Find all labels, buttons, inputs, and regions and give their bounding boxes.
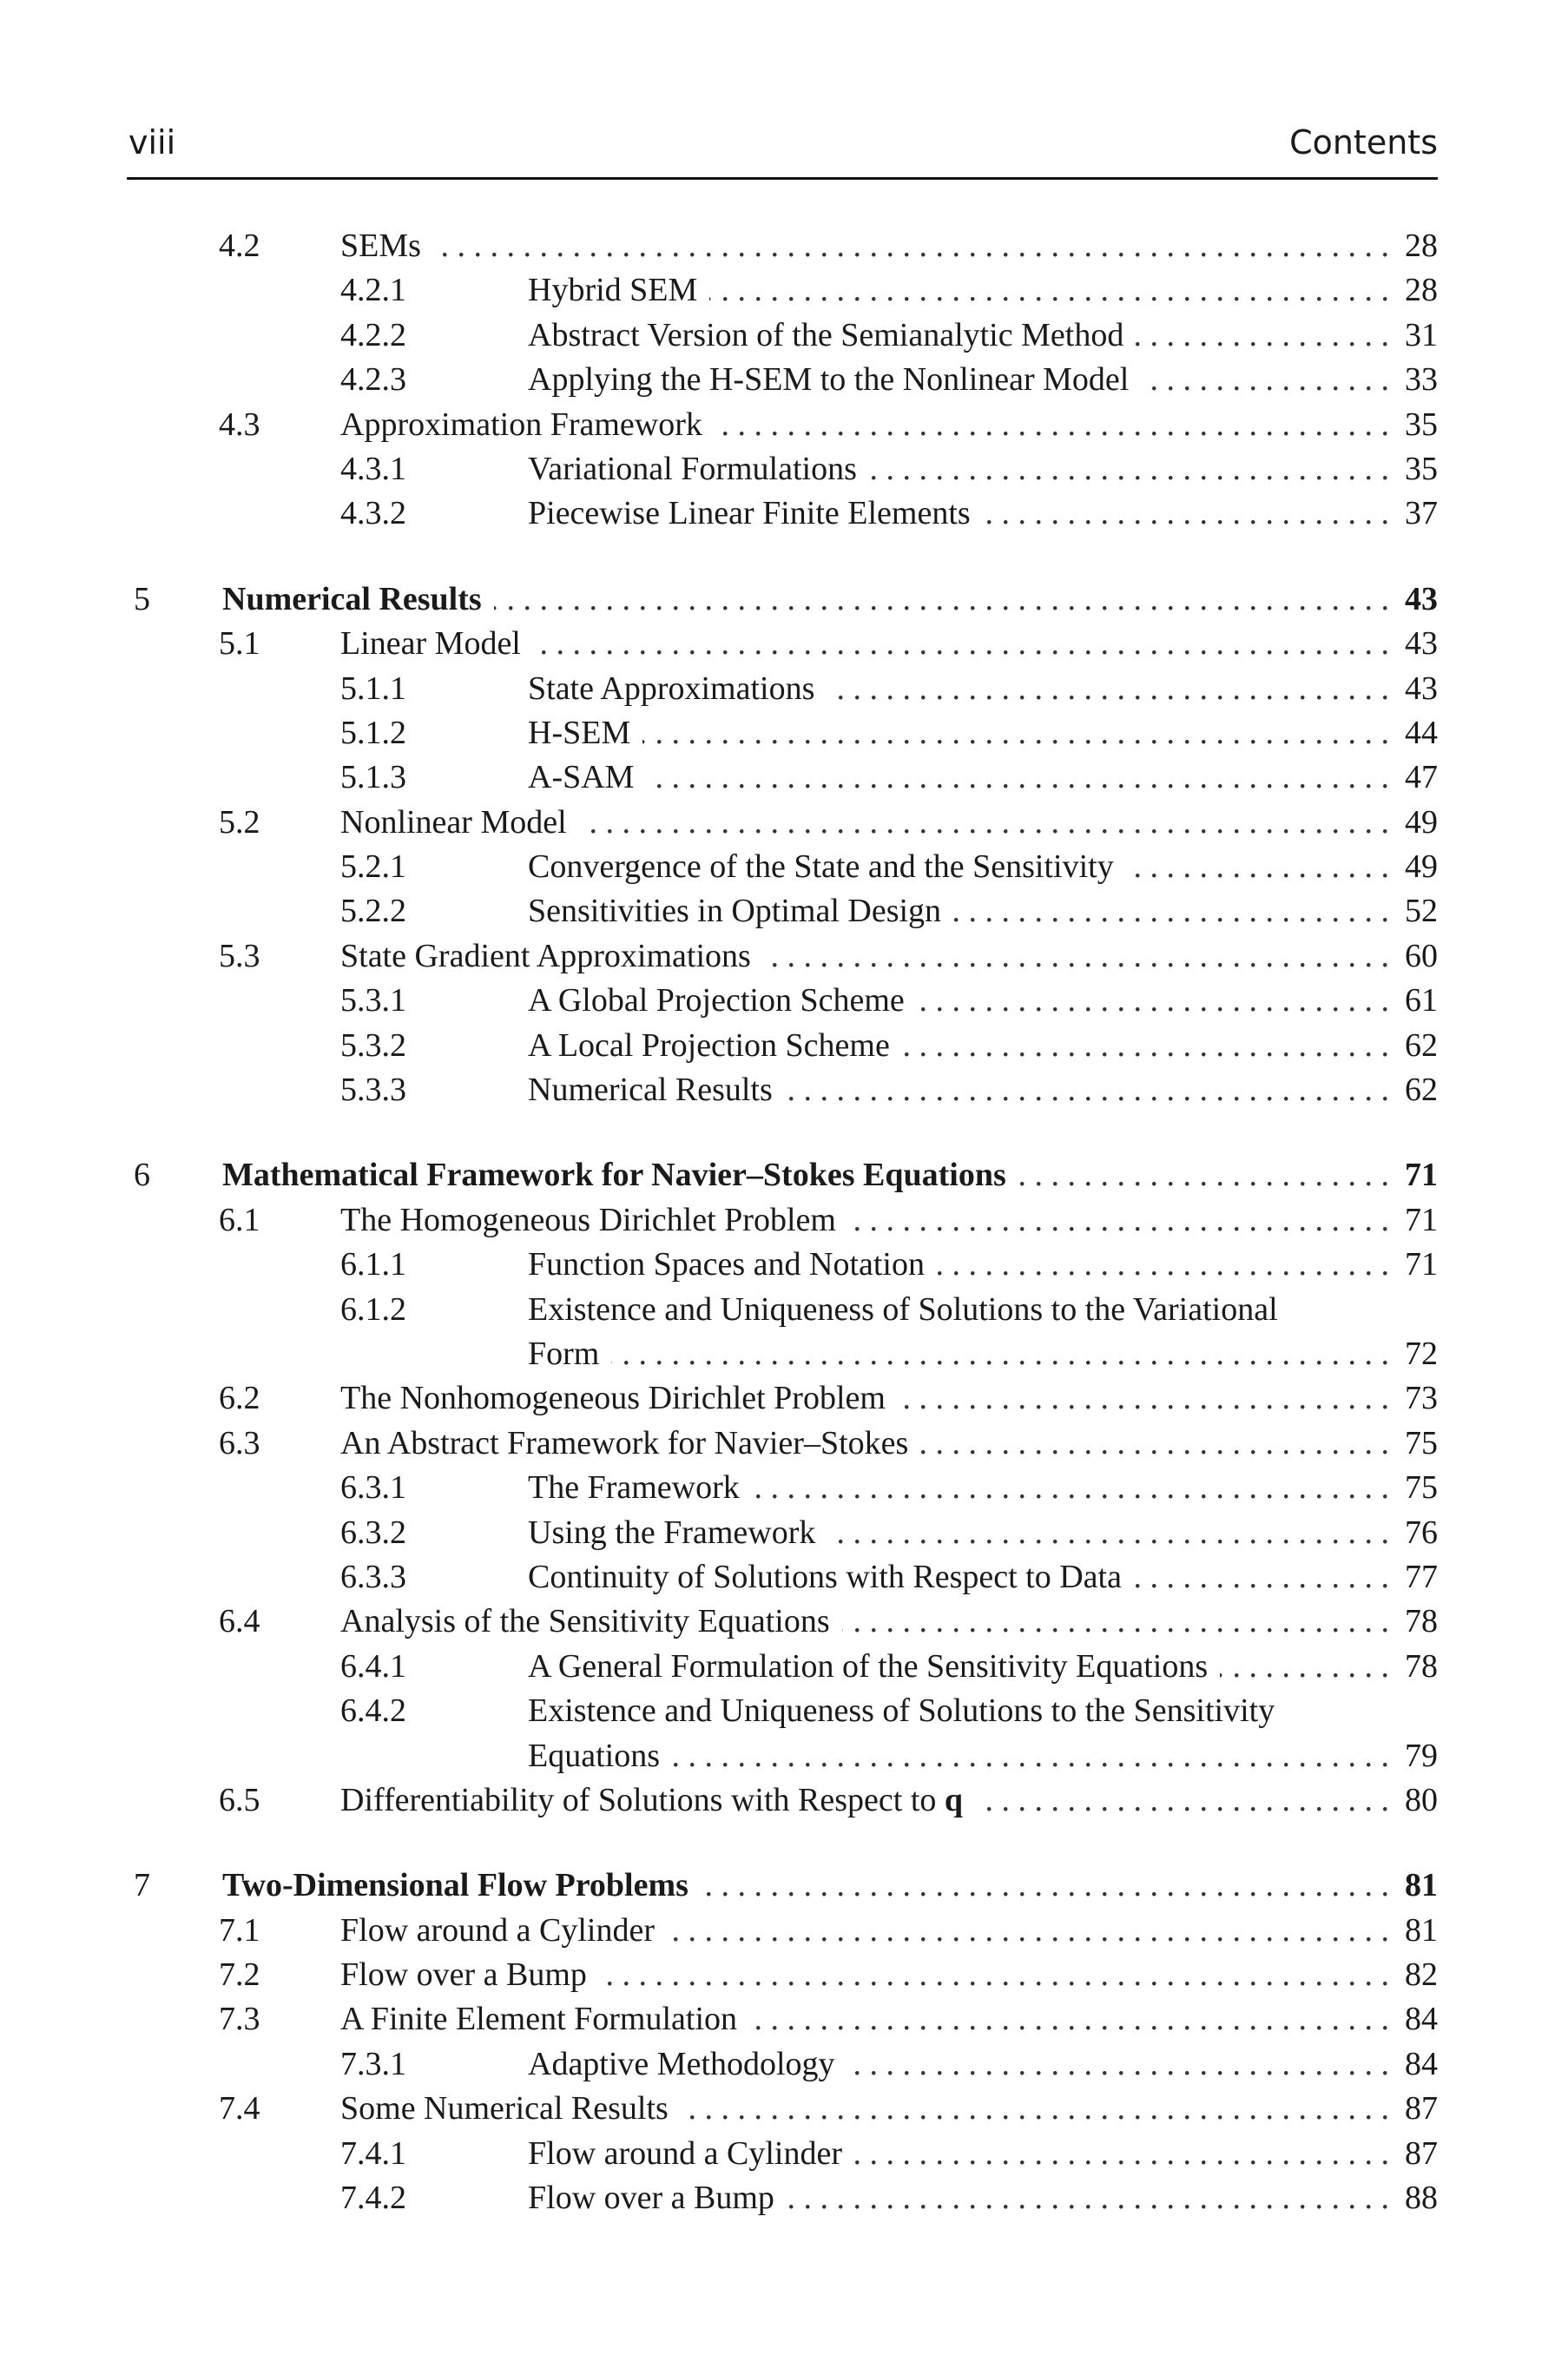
dot-leader <box>827 1511 1389 1555</box>
toc-entry-title-text: Existence and Uniqueness of Solutions to the Variational <box>528 1290 1278 1328</box>
toc-entry-title-text: The Nonhomogeneous Dirichlet Problem <box>340 1380 886 1417</box>
toc-entry-title-text: Existence and Uniqueness of Solutions to the Sensitivity <box>528 1692 1275 1730</box>
toc-entry-title <box>528 1068 773 1112</box>
toc-subsection-entry[interactable] <box>0 268 1568 313</box>
toc-subsection-entry[interactable] <box>0 491 1568 536</box>
toc-entry-title <box>528 313 1123 358</box>
toc-entry-title <box>528 268 697 313</box>
dot-leader <box>1126 845 1389 889</box>
toc-entry-number: 4.3.2 <box>340 495 406 532</box>
dot-leader <box>709 268 1389 313</box>
toc-entry-title <box>340 1953 587 1997</box>
toc-entry-title-text: Mathematical Framework for Navier–Stokes Equations <box>222 1157 1006 1194</box>
toc-subsection-entry[interactable] <box>0 755 1568 800</box>
toc-entry-title-text: Nonlinear Model <box>340 803 567 841</box>
toc-entry-title <box>528 1024 890 1068</box>
toc-entry-title <box>528 1288 1278 1332</box>
toc-section-entry[interactable] <box>0 1997 1568 2042</box>
toc-entry-number: 6.4.1 <box>340 1647 406 1685</box>
dot-leader <box>611 1332 1389 1376</box>
toc-entry-title-text: The Homogeneous Dirichlet Problem <box>340 1201 836 1238</box>
toc-entry-continuation[interactable] <box>0 1332 1568 1376</box>
toc-entry-number: 7 <box>134 1867 150 1904</box>
toc-entry-title <box>528 1243 925 1287</box>
toc-entry-title <box>528 2132 842 2176</box>
toc-entry-title-text: A Finite Element Formulation <box>340 2001 738 2038</box>
toc-subsection-entry[interactable] <box>0 313 1568 358</box>
toc-entry-title-text: State Approximations <box>528 670 815 707</box>
toc-entry-title-text: Hybrid SEM <box>528 272 698 309</box>
toc-section-entry[interactable] <box>0 1376 1568 1421</box>
toc-entry-title <box>528 1511 815 1555</box>
table-of-contents <box>0 224 1568 2220</box>
toc-entry-title-text: Differentiability of Solutions with Respect to <box>340 1781 945 1818</box>
toc-entry-title <box>340 1600 830 1644</box>
toc-entry-page: 88 <box>1405 2180 1438 2217</box>
dot-leader <box>1018 1153 1389 1197</box>
toc-entry-title <box>528 755 634 800</box>
toc-entry-title-text: Convergence of the State and the Sensitivity <box>528 848 1114 886</box>
toc-entry-title <box>528 358 1129 402</box>
toc-entry-number: 5.2.2 <box>340 893 406 930</box>
toc-entry-title <box>340 1422 908 1466</box>
toc-subsection-entry[interactable] <box>0 1466 1568 1510</box>
dot-leader <box>763 934 1389 979</box>
toc-section-entry[interactable] <box>0 403 1568 447</box>
toc-entry-title-continued: Form <box>528 1335 600 1372</box>
dot-leader <box>898 1376 1389 1421</box>
toc-chapter-entry[interactable] <box>0 1153 1568 1197</box>
toc-entry-title-text: The Framework <box>528 1469 740 1507</box>
toc-entry-title-text: A-SAM <box>528 759 635 796</box>
toc-entry-title <box>528 667 814 711</box>
toc-entry-page: 31 <box>1405 316 1438 353</box>
dot-leader <box>533 622 1389 666</box>
toc-entry-title-text: A General Formulation of the Sensitivity Equations <box>528 1647 1209 1685</box>
toc-entry-page: 84 <box>1405 2001 1438 2038</box>
toc-entry-number: 5.2 <box>219 803 260 841</box>
running-header <box>128 123 1438 175</box>
toc-entry-title <box>528 845 1114 889</box>
header-rule <box>127 177 1438 180</box>
toc-entry-page: 47 <box>1405 759 1438 796</box>
toc-entry-number: 6.1.1 <box>340 1246 406 1283</box>
toc-entry-page: 73 <box>1405 1380 1438 1417</box>
toc-entry-page: 43 <box>1405 625 1438 663</box>
toc-entry-page: 44 <box>1405 714 1438 751</box>
toc-entry-title-text: An Abstract Framework for Navier–Stokes <box>340 1424 909 1461</box>
dot-leader <box>1134 1555 1389 1600</box>
toc-entry-title-text: Variational Formulations <box>528 450 857 487</box>
toc-entry-title <box>340 1909 655 1953</box>
toc-entry-page: 76 <box>1405 1514 1438 1551</box>
chapter-gap <box>0 1823 1568 1864</box>
toc-section-entry[interactable] <box>0 1422 1568 1466</box>
toc-entry-number: 4.2 <box>219 228 260 264</box>
toc-entry-page: 60 <box>1405 937 1438 974</box>
toc-entry-continuation[interactable] <box>0 1734 1568 1778</box>
toc-entry-title-continued: Equations <box>528 1737 660 1774</box>
toc-entry-bold-symbol: q <box>944 1781 964 1818</box>
toc-entry-page: 75 <box>1405 1469 1438 1507</box>
toc-entry-number: 6.2 <box>219 1380 260 1417</box>
dot-leader <box>646 755 1389 800</box>
toc-entry-number: 6.3.1 <box>340 1469 406 1507</box>
toc-entry-title-text: SEMs <box>340 228 421 264</box>
dot-leader <box>667 1909 1389 1953</box>
toc-entry-title <box>340 403 702 447</box>
toc-subsection-entry[interactable] <box>0 2042 1568 2087</box>
dot-leader <box>579 801 1389 845</box>
toc-entry-title <box>340 2087 669 2131</box>
toc-entry-page: 33 <box>1405 361 1438 399</box>
toc-subsection-entry[interactable] <box>0 667 1568 711</box>
dot-leader <box>787 2176 1389 2220</box>
toc-entry-title <box>340 801 567 845</box>
toc-entry-page: 81 <box>1405 1911 1438 1949</box>
toc-entry-title-text: Piecewise Linear Finite Elements <box>528 495 971 532</box>
toc-entry-title-text: Using the Framework <box>528 1514 816 1551</box>
toc-entry-page: 43 <box>1405 580 1438 617</box>
toc-subsection-entry[interactable] <box>0 358 1568 402</box>
toc-entry-title-text: Continuity of Solutions with Respect to Data <box>528 1558 1122 1595</box>
toc-entry-page: 75 <box>1405 1424 1438 1461</box>
toc-entry-number: 5.3 <box>219 937 260 974</box>
dot-leader <box>869 447 1389 491</box>
toc-entry-title <box>222 577 482 622</box>
toc-entry-title <box>222 1153 1006 1197</box>
toc-entry-number: 6.1.2 <box>340 1290 406 1328</box>
toc-entry-page: 49 <box>1405 803 1438 841</box>
toc-subsection-entry[interactable] <box>0 1288 1568 1332</box>
toc-entry-title <box>528 1645 1208 1689</box>
dot-leader <box>848 1198 1389 1243</box>
toc-entry-number: 4.3 <box>219 406 260 443</box>
toc-entry-title <box>528 2176 774 2220</box>
toc-section-entry[interactable] <box>0 801 1568 845</box>
toc-entry-page: 72 <box>1405 1335 1438 1372</box>
toc-entry-title <box>340 1376 886 1421</box>
toc-entry-page: 35 <box>1405 406 1438 443</box>
toc-entry-title-text: Some Numerical Results <box>340 2090 669 2127</box>
dot-leader <box>672 1734 1389 1778</box>
toc-chapter-entry[interactable] <box>0 1864 1568 1908</box>
toc-entry-page: 79 <box>1405 1737 1438 1774</box>
toc-entry-title-text: Abstract Version of the Semianalytic Method <box>528 316 1124 353</box>
toc-entry-title <box>222 1864 688 1908</box>
dot-leader <box>681 2087 1389 2131</box>
toc-entry-page: 82 <box>1405 1956 1438 1994</box>
toc-entry-number: 5.1 <box>219 625 260 663</box>
dot-leader <box>983 491 1389 536</box>
dot-leader <box>433 224 1389 268</box>
toc-entry-title <box>340 224 421 268</box>
toc-entry-title <box>528 711 630 755</box>
toc-section-entry[interactable] <box>0 1953 1568 1997</box>
toc-entry-number: 4.2.2 <box>340 316 406 353</box>
dot-leader <box>920 1422 1389 1466</box>
toc-entry-title <box>340 1778 963 1823</box>
toc-entry-number: 6.1 <box>219 1201 260 1238</box>
dot-leader <box>1220 1645 1389 1689</box>
dot-leader <box>752 1466 1389 1510</box>
dot-leader <box>847 2042 1389 2087</box>
toc-subsection-entry[interactable] <box>0 2132 1568 2176</box>
toc-entry-number: 5.1.2 <box>340 714 406 751</box>
toc-entry-title <box>528 1466 740 1510</box>
toc-section-entry[interactable] <box>0 934 1568 979</box>
toc-entry-page: 61 <box>1405 982 1438 1019</box>
toc-entry-page: 28 <box>1405 228 1438 264</box>
toc-entry-page: 28 <box>1405 272 1438 309</box>
toc-entry-title-text: Sensitivities in Optimal Design <box>528 893 942 930</box>
dot-leader <box>494 577 1389 622</box>
toc-entry-title <box>340 1198 836 1243</box>
toc-entry-title <box>528 447 857 491</box>
toc-subsection-entry[interactable] <box>0 845 1568 889</box>
dot-leader <box>975 1778 1389 1823</box>
toc-entry-number: 4.2.3 <box>340 361 406 399</box>
toc-entry-page: 71 <box>1405 1201 1438 1238</box>
dot-leader <box>842 1600 1389 1644</box>
toc-section-entry[interactable] <box>0 622 1568 666</box>
toc-entry-page: 80 <box>1405 1781 1438 1818</box>
toc-entry-title-text: Approximation Framework <box>340 406 702 443</box>
dot-leader <box>715 403 1389 447</box>
toc-entry-number: 5.3.2 <box>340 1026 406 1064</box>
toc-entry-page: 52 <box>1405 893 1438 930</box>
chapter-gap <box>0 537 1568 577</box>
toc-entry-title <box>528 979 905 1023</box>
dot-leader <box>1136 313 1389 358</box>
toc-entry-number: 7.3 <box>219 2001 260 2038</box>
toc-entry-number: 5.1.1 <box>340 670 406 707</box>
toc-entry-number: 7.1 <box>219 1911 260 1949</box>
toc-entry-number: 6 <box>134 1157 150 1194</box>
dot-leader <box>642 711 1389 755</box>
toc-subsection-entry[interactable] <box>0 1068 1568 1112</box>
toc-entry-title <box>340 622 521 666</box>
toc-entry-title-text: Applying the H-SEM to the Nonlinear Model <box>528 361 1130 399</box>
toc-entry-title-text: Analysis of the Sensitivity Equations <box>340 1603 830 1640</box>
toc-entry-title <box>340 1997 737 2042</box>
toc-entry-number: 7.3.1 <box>340 2045 406 2082</box>
toc-section-entry[interactable] <box>0 2087 1568 2131</box>
toc-subsection-entry[interactable] <box>0 889 1568 933</box>
dot-leader <box>599 1953 1389 1997</box>
toc-entry-title-text: State Gradient Approximations <box>340 937 751 974</box>
toc-entry-page: 81 <box>1405 1867 1438 1904</box>
toc-entry-number: 7.4.2 <box>340 2180 406 2217</box>
toc-entry-page: 62 <box>1405 1072 1438 1109</box>
toc-entry-page: 71 <box>1405 1246 1438 1283</box>
toc-entry-page: 62 <box>1405 1026 1438 1064</box>
toc-subsection-entry[interactable] <box>0 447 1568 491</box>
toc-section-entry[interactable] <box>0 1778 1568 1823</box>
toc-entry-title-text: A Local Projection Scheme <box>528 1026 890 1064</box>
toc-entry-title-text: A Global Projection Scheme <box>528 982 905 1019</box>
toc-entry-number: 4.3.1 <box>340 450 406 487</box>
toc-subsection-entry[interactable] <box>0 2176 1568 2220</box>
toc-entry-number: 7.4 <box>219 2090 260 2127</box>
dot-leader <box>701 1864 1389 1908</box>
toc-entry-page: 77 <box>1405 1558 1438 1595</box>
toc-subsection-entry[interactable] <box>0 711 1568 755</box>
toc-entry-title-text: Flow around a Cylinder <box>340 1911 656 1949</box>
dot-leader <box>827 667 1389 711</box>
toc-subsection-entry[interactable] <box>0 1645 1568 1689</box>
toc-entry-number: 6.3.3 <box>340 1558 406 1595</box>
dot-leader <box>937 1243 1389 1287</box>
toc-entry-number: 6.4 <box>219 1603 260 1640</box>
dot-leader <box>854 2132 1389 2176</box>
toc-entry-title-text: Flow over a Bump <box>528 2180 774 2217</box>
toc-entry-page: 84 <box>1405 2045 1438 2082</box>
toc-entry-title-text: Adaptive Methodology <box>528 2045 835 2082</box>
toc-entry-title-text: H-SEM <box>528 714 631 751</box>
toc-entry-number: 5.3.1 <box>340 982 406 1019</box>
toc-subsection-entry[interactable] <box>0 1511 1568 1555</box>
toc-subsection-entry[interactable] <box>0 1689 1568 1733</box>
toc-entry-title-text: Flow over a Bump <box>340 1956 587 1994</box>
dot-leader <box>902 1024 1389 1068</box>
toc-section-entry[interactable] <box>0 1600 1568 1644</box>
toc-subsection-entry[interactable] <box>0 1555 1568 1600</box>
toc-entry-number: 6.4.2 <box>340 1692 406 1730</box>
dot-leader <box>749 1997 1389 2042</box>
dot-leader <box>953 889 1389 933</box>
toc-entry-page: 37 <box>1405 495 1438 532</box>
toc-entry-page: 87 <box>1405 2090 1438 2127</box>
toc-entry-title-text: Flow around a Cylinder <box>528 2134 843 2172</box>
toc-entry-number: 6.3 <box>219 1424 260 1461</box>
toc-entry-title <box>528 1555 1122 1600</box>
toc-entry-number: 4.2.1 <box>340 272 406 309</box>
toc-section-entry[interactable] <box>0 1909 1568 1953</box>
toc-section-entry[interactable] <box>0 224 1568 268</box>
toc-chapter-entry[interactable] <box>0 577 1568 622</box>
toc-entry-number: 5.3.3 <box>340 1072 406 1109</box>
toc-entry-title-text: Linear Model <box>340 625 521 663</box>
toc-entry-number: 6.5 <box>219 1781 260 1818</box>
toc-subsection-entry[interactable] <box>0 1024 1568 1068</box>
header-page-number: viii <box>128 123 176 162</box>
toc-entry-title <box>528 1689 1275 1733</box>
toc-subsection-entry[interactable] <box>0 979 1568 1023</box>
header-title: Contents <box>1289 123 1438 162</box>
toc-entry-number: 5.1.3 <box>340 759 406 796</box>
toc-entry-page: 78 <box>1405 1603 1438 1640</box>
dot-leader <box>917 979 1389 1023</box>
toc-section-entry[interactable] <box>0 1198 1568 1243</box>
chapter-gap <box>0 1112 1568 1153</box>
toc-entry-page: 43 <box>1405 670 1438 707</box>
toc-entry-title-text: Two-Dimensional Flow Problems <box>222 1867 688 1904</box>
toc-entry-title-text: Numerical Results <box>222 580 482 617</box>
toc-entry-number: 5 <box>134 580 150 617</box>
toc-entry-title-text: Numerical Results <box>528 1072 773 1109</box>
toc-entry-number: 7.2 <box>219 1956 260 1994</box>
toc-entry-title <box>528 491 971 536</box>
toc-entry-title <box>340 934 751 979</box>
toc-entry-page: 49 <box>1405 848 1438 886</box>
dot-leader <box>785 1068 1389 1112</box>
toc-entry-page: 71 <box>1405 1157 1438 1194</box>
toc-entry-page: 87 <box>1405 2134 1438 2172</box>
toc-entry-page: 78 <box>1405 1647 1438 1685</box>
toc-entry-title <box>528 2042 835 2087</box>
toc-entry-number: 5.2.1 <box>340 848 406 886</box>
toc-entry-number: 7.4.1 <box>340 2134 406 2172</box>
toc-subsection-entry[interactable] <box>0 1243 1568 1287</box>
toc-entry-page: 35 <box>1405 450 1438 487</box>
toc-entry-number: 6.3.2 <box>340 1514 406 1551</box>
toc-entry-title-text: Function Spaces and Notation <box>528 1246 925 1283</box>
toc-entry-title <box>528 889 941 933</box>
dot-leader <box>1141 358 1389 402</box>
